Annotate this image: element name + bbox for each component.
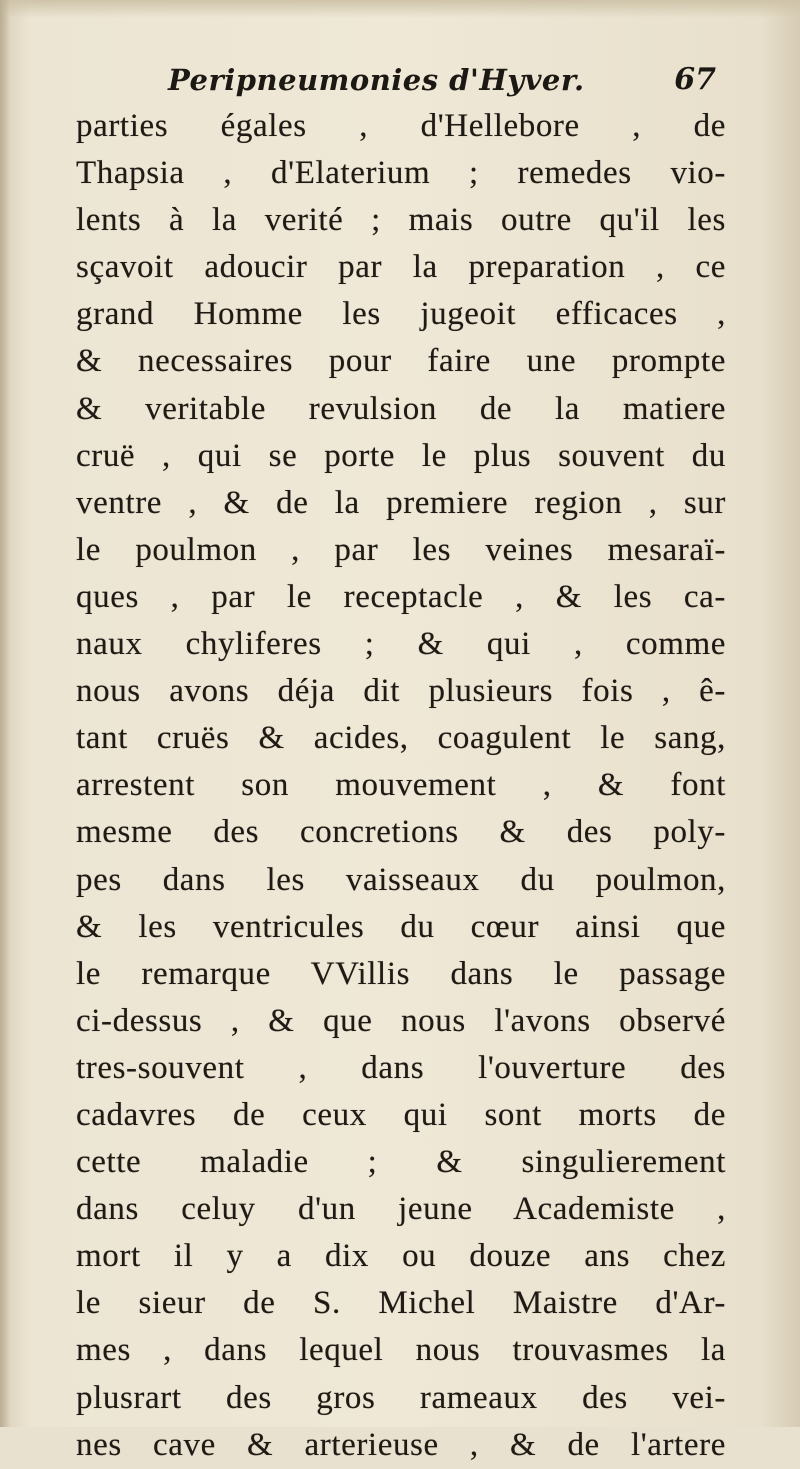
body-text — [76, 103, 726, 1469]
page-top-shadow — [0, 0, 800, 18]
text-line: mes , dans lequel nous trouvasmes la — [76, 1332, 726, 1369]
text-line: & veritable revulsion de la matiere — [76, 390, 726, 427]
text-line: dans celuy d'un jeune Academiste , — [76, 1191, 726, 1228]
text-line: parties égales , d'Hellebore , de — [76, 108, 726, 144]
text-line: tres-souvent , dans l'ouverture des — [76, 1049, 726, 1086]
running-head: Peripneumonies d'Hyver. — [168, 63, 585, 97]
text-line: arrestent son mouvement , & font — [76, 767, 726, 804]
text-line: le poulmon , par les veines mesaraï- — [76, 531, 726, 568]
text-line: le sieur de S. Michel Maistre d'Ar- — [76, 1285, 726, 1322]
text-line: ventre , & de la premiere region , sur — [76, 484, 726, 521]
text-line: grand Homme les jugeoit efficaces , — [76, 296, 726, 333]
text-line: mort il y a dix ou douze ans chez — [76, 1238, 726, 1275]
text-line: cette maladie ; & singulierement — [76, 1144, 726, 1181]
text-line: pes dans les vaisseaux du poulmon, — [76, 861, 726, 898]
text-line: tant cruës & acides, coagulent le sang, — [76, 720, 726, 757]
text-line: ci-dessus , & que nous l'avons observé — [76, 1002, 726, 1039]
text-line: & les ventricules du cœur ainsi que — [76, 908, 726, 945]
text-line: plusrart des gros rameaux des vei- — [76, 1379, 726, 1416]
text-line: nous avons déja dit plusieurs fois , ê- — [76, 673, 726, 710]
text-line: cadavres de ceux qui sont morts de — [76, 1096, 726, 1133]
page-gutter-shadow — [0, 0, 10, 1427]
text-line: ques , par le receptacle , & les ca- — [76, 578, 726, 615]
text-line: mesme des concretions & des poly- — [76, 814, 726, 851]
text-line: & necessaires pour faire une prompte — [76, 343, 726, 380]
text-line: lents à la verité ; mais outre qu'il les — [76, 202, 726, 239]
text-line: sçavoit adoucir par la preparation , ce — [76, 249, 726, 286]
text-line: nes cave & arterieuse , & de l'artere — [76, 1426, 726, 1463]
page-number: 67 — [674, 62, 716, 97]
text-line: cruë , qui se porte le plus souvent du — [76, 437, 726, 474]
text-line: naux chyliferes ; & qui , comme — [76, 626, 726, 663]
text-line: le remarque VVillis dans le passage — [76, 955, 726, 992]
text-line: Thapsia , d'Elaterium ; remedes vio- — [76, 155, 726, 192]
